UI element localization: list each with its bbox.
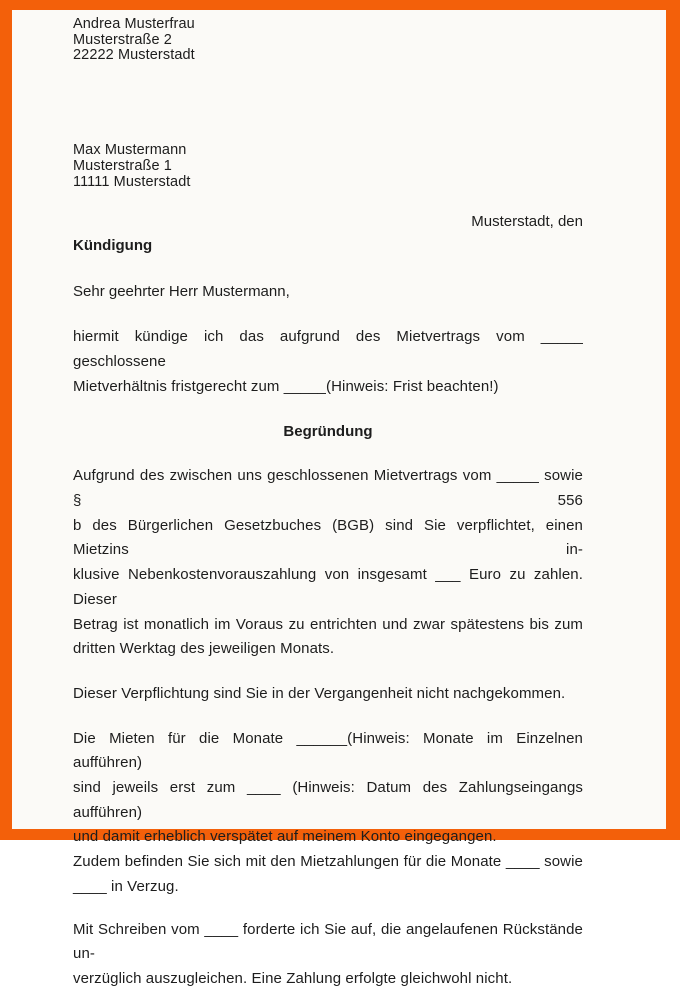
paragraph-line: Zudem befinden Sie sich mit den Mietzahlungen für die Monate ____ sowie xyxy=(73,853,583,871)
paragraph-line: Mit Schreiben vom ____ forderte ich Sie auf, die angelaufenen Rückstände un- xyxy=(73,920,583,963)
paragraph-line: dritten Werktag des jeweiligen Monats. xyxy=(73,640,335,658)
late-payments-paragraph xyxy=(73,727,583,900)
paragraph-line: Dieser Verpflichtung sind Sie in der Vergangenheit nicht nachgekommen. xyxy=(73,684,566,702)
letter-content xyxy=(12,10,666,992)
paragraph-line: Betrag ist monatlich im Voraus zu entrichten und zwar spätestens bis zum xyxy=(73,615,583,633)
recipient-address xyxy=(73,143,583,190)
paragraph-line: hiermit kündige ich das aufgrund des Mietvertrags vom _____ geschlossene xyxy=(73,328,583,370)
sender-street: Musterstraße 2 xyxy=(73,31,172,48)
salutation: Sehr geehrter Herr Mustermann, xyxy=(73,283,290,301)
obligation-paragraph xyxy=(73,682,583,707)
paragraph-line: und damit erheblich verspätet auf meinem Konto eingegangen. xyxy=(73,828,497,846)
sender-city: 22222 Musterstadt xyxy=(73,47,195,64)
paragraph-line: sind jeweils erst zum ____ (Hinweis: Datum des Zahlungseingangs aufführen) xyxy=(73,779,583,821)
paragraph-line: Die Mieten für die Monate ______(Hinweis: Monate im Einzelnen aufführen) xyxy=(73,729,583,772)
paragraph-line: Aufgrund des zwischen uns geschlossenen Mietvertrags vom _____ sowie § 556 xyxy=(73,467,583,510)
paragraph-line: verzüglich auszugleichen. Eine Zahlung erfolgte gleichwohl nicht. xyxy=(73,969,513,987)
subject-line: Kündigung xyxy=(73,237,153,255)
section-heading: Begründung xyxy=(283,423,373,441)
paragraph-line: Mietverhältnis fristgerecht zum _____(Hinweis: Frist beachten!) xyxy=(73,377,499,395)
recipient-name: Max Mustermann xyxy=(73,142,187,159)
place-date-line: Musterstadt, den xyxy=(471,213,583,231)
recipient-city: 11111 Musterstadt xyxy=(73,173,191,190)
intro-paragraph xyxy=(73,325,583,399)
reason-paragraph xyxy=(73,464,583,662)
paragraph-line: klusive Nebenkostenvorauszahlung von insgesamt ___ Euro zu zahlen. Dieser xyxy=(73,566,583,608)
paragraph-line: b des Bürgerlichen Gesetzbuches (BGB) sind Sie verpflichtet, einen Mietzins in- xyxy=(73,516,583,559)
sender-address xyxy=(73,17,583,64)
paragraph-line: ____ in Verzug. xyxy=(73,877,179,895)
sender-name: Andrea Musterfrau xyxy=(73,16,195,32)
recipient-street: Musterstraße 1 xyxy=(73,157,172,174)
demand-paragraph xyxy=(73,918,583,992)
